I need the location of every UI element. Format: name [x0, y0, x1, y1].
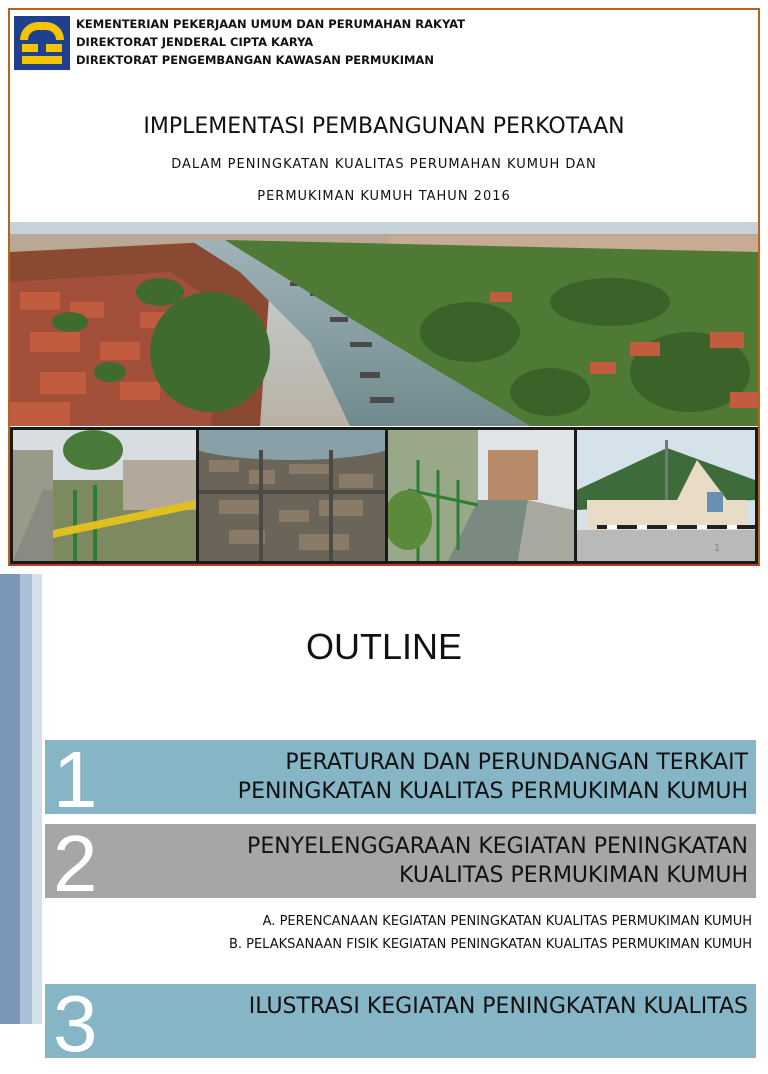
outline-item-number: 2 — [53, 819, 98, 908]
ministry-name: KEMENTERIAN PEKERJAAN UMUM DAN PERUMAHAN RAKYAT — [76, 17, 466, 31]
canal-path-photo — [388, 430, 574, 561]
outline-item-1 — [45, 735, 756, 824]
outline-item-text — [247, 832, 748, 890]
outline-item-number: 3 — [53, 979, 98, 1068]
outline-sub-items — [0, 910, 752, 956]
directorate-name: DIREKTORAT PENGEMBANGAN KAWASAN PERMUKIMAN — [76, 53, 434, 67]
ministry-header — [76, 15, 465, 69]
outline-item-line: ILUSTRASI KEGIATAN PENINGKATAN KUALITAS — [248, 994, 748, 1019]
walkway-photo — [13, 430, 196, 561]
outline-title: OUTLINE — [305, 626, 463, 667]
outline-item-2 — [45, 819, 756, 908]
page-number: 1 — [714, 543, 721, 554]
outline-item-line: PENINGKATAN KUALITAS PERMUKIMAN KUMUH — [237, 779, 748, 804]
directorate-general-name: DIREKTORAT JENDERAL CIPTA KARYA — [76, 35, 314, 49]
ministry-logo-icon — [14, 16, 70, 70]
outline-item-3 — [45, 979, 756, 1068]
outline-item-number: 1 — [53, 735, 98, 824]
community-building-photo — [577, 430, 755, 561]
outline-slide — [0, 574, 768, 1068]
sub-item-a: A. PERENCANAAN KEGIATAN PENINGKATAN KUALITAS PERMUKIMAN KUMUH — [262, 914, 752, 929]
outline-item-line: KUALITAS PERMUKIMAN KUMUH — [399, 863, 748, 888]
sub-item-b: B. PELAKSANAAN FISIK KEGIATAN PENINGKATAN KUALITAS PERMUKIMAN KUMUH — [228, 937, 752, 952]
dense-settlement-aerial-photo — [199, 430, 385, 561]
outline-item-text — [249, 992, 748, 1021]
slide-subtitle-line2: PERMUKIMAN KUMUH TAHUN 2016 — [257, 189, 511, 204]
river-aerial-photo — [10, 222, 758, 426]
outline-item-line: PERATURAN DAN PERUNDANGAN TERKAIT — [285, 750, 748, 775]
outline-item-text — [238, 748, 748, 806]
photo-strip — [10, 427, 758, 564]
outline-item-line: PENYELENGGARAAN KEGIATAN PENINGKATAN — [247, 834, 748, 859]
slide-subtitle-line1: DALAM PENINGKATAN KUALITAS PERUMAHAN KUMUH DAN — [171, 157, 597, 172]
slide-title: IMPLEMENTASI PEMBANGUNAN PERKOTAAN — [143, 114, 625, 139]
